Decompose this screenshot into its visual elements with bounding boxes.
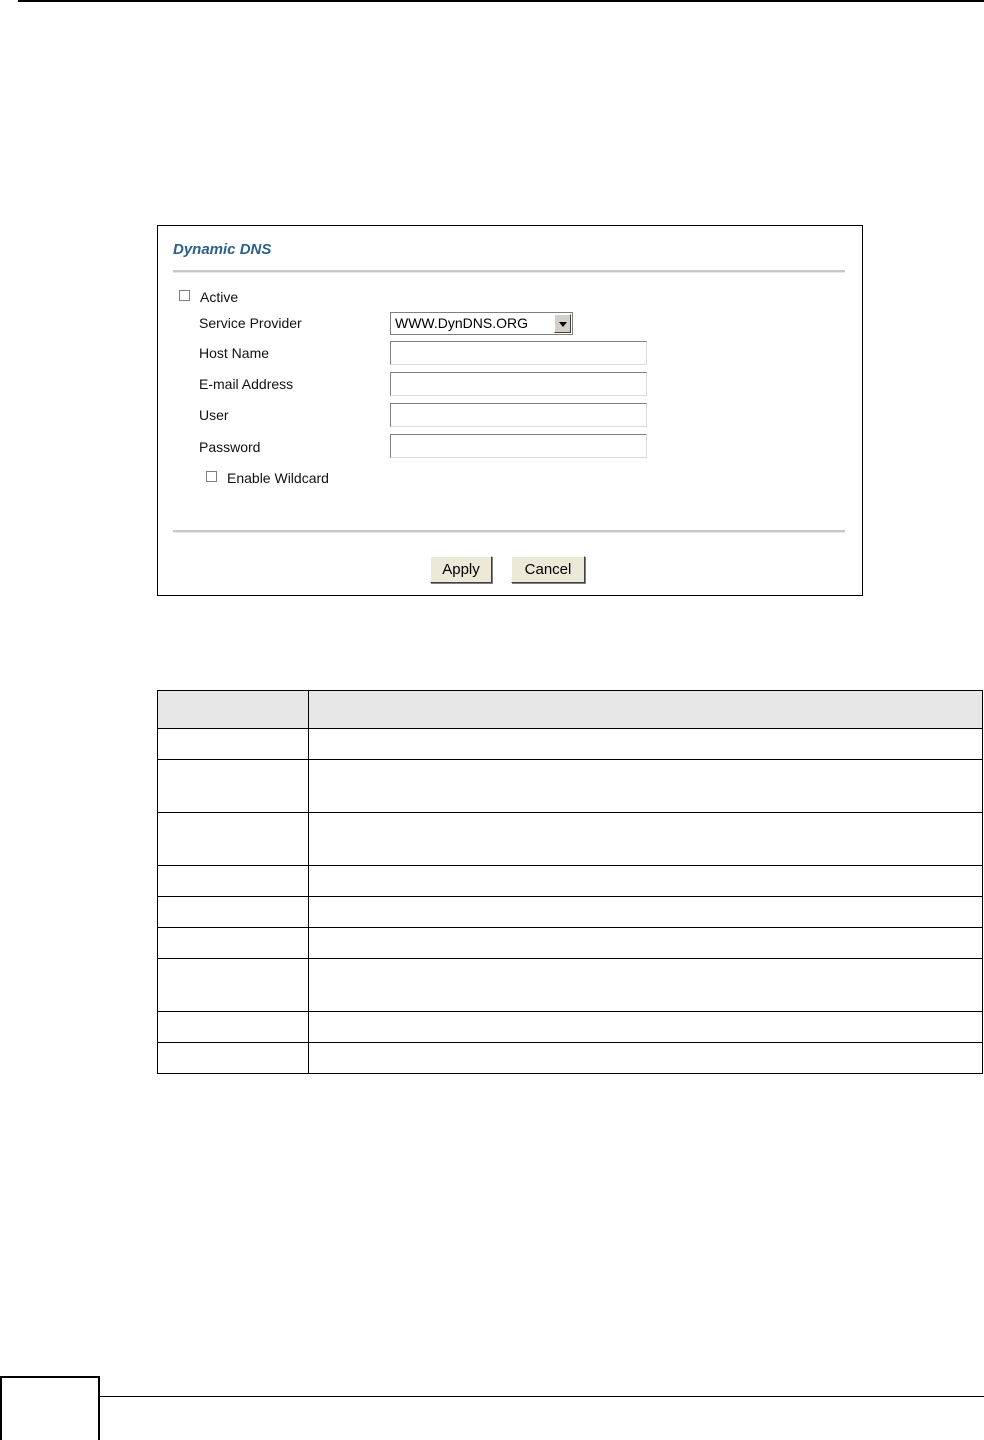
top-rule — [18, 0, 984, 2]
panel-title: Dynamic DNS — [173, 241, 272, 258]
host-name-label: Host Name — [199, 345, 270, 361]
active-label: Active — [200, 289, 239, 305]
chevron-down-icon[interactable] — [554, 314, 571, 333]
footer-rule — [100, 1396, 984, 1397]
field-description-table — [157, 690, 983, 1074]
user-label: User — [199, 407, 229, 423]
enable-wildcard-checkbox[interactable] — [206, 471, 217, 482]
service-provider-select[interactable] — [390, 312, 573, 335]
table-row — [158, 1012, 983, 1043]
table-row — [158, 813, 983, 866]
cancel-button[interactable]: Cancel — [511, 556, 585, 583]
password-input[interactable] — [390, 434, 647, 458]
user-input[interactable] — [390, 403, 647, 427]
bottom-divider — [173, 530, 845, 533]
password-label: Password — [199, 439, 261, 455]
email-input[interactable] — [390, 372, 647, 396]
dynamic-dns-panel — [157, 225, 863, 596]
page-number-box — [0, 1376, 100, 1440]
service-provider-value: WWW.DynDNS.ORG — [395, 315, 528, 331]
table-row — [158, 897, 983, 928]
active-checkbox[interactable] — [179, 290, 190, 301]
table-row — [158, 729, 983, 760]
table-row — [158, 760, 983, 813]
table-header-row — [158, 691, 983, 729]
table-row — [158, 959, 983, 1012]
email-label: E-mail Address — [199, 376, 294, 392]
table-row — [158, 1043, 983, 1074]
enable-wildcard-label: Enable Wildcard — [227, 470, 329, 486]
host-name-input[interactable] — [390, 341, 647, 365]
table-row — [158, 928, 983, 959]
service-provider-label: Service Provider — [199, 315, 302, 331]
apply-button[interactable]: Apply — [430, 556, 492, 583]
table-row — [158, 866, 983, 897]
title-divider — [173, 270, 845, 273]
